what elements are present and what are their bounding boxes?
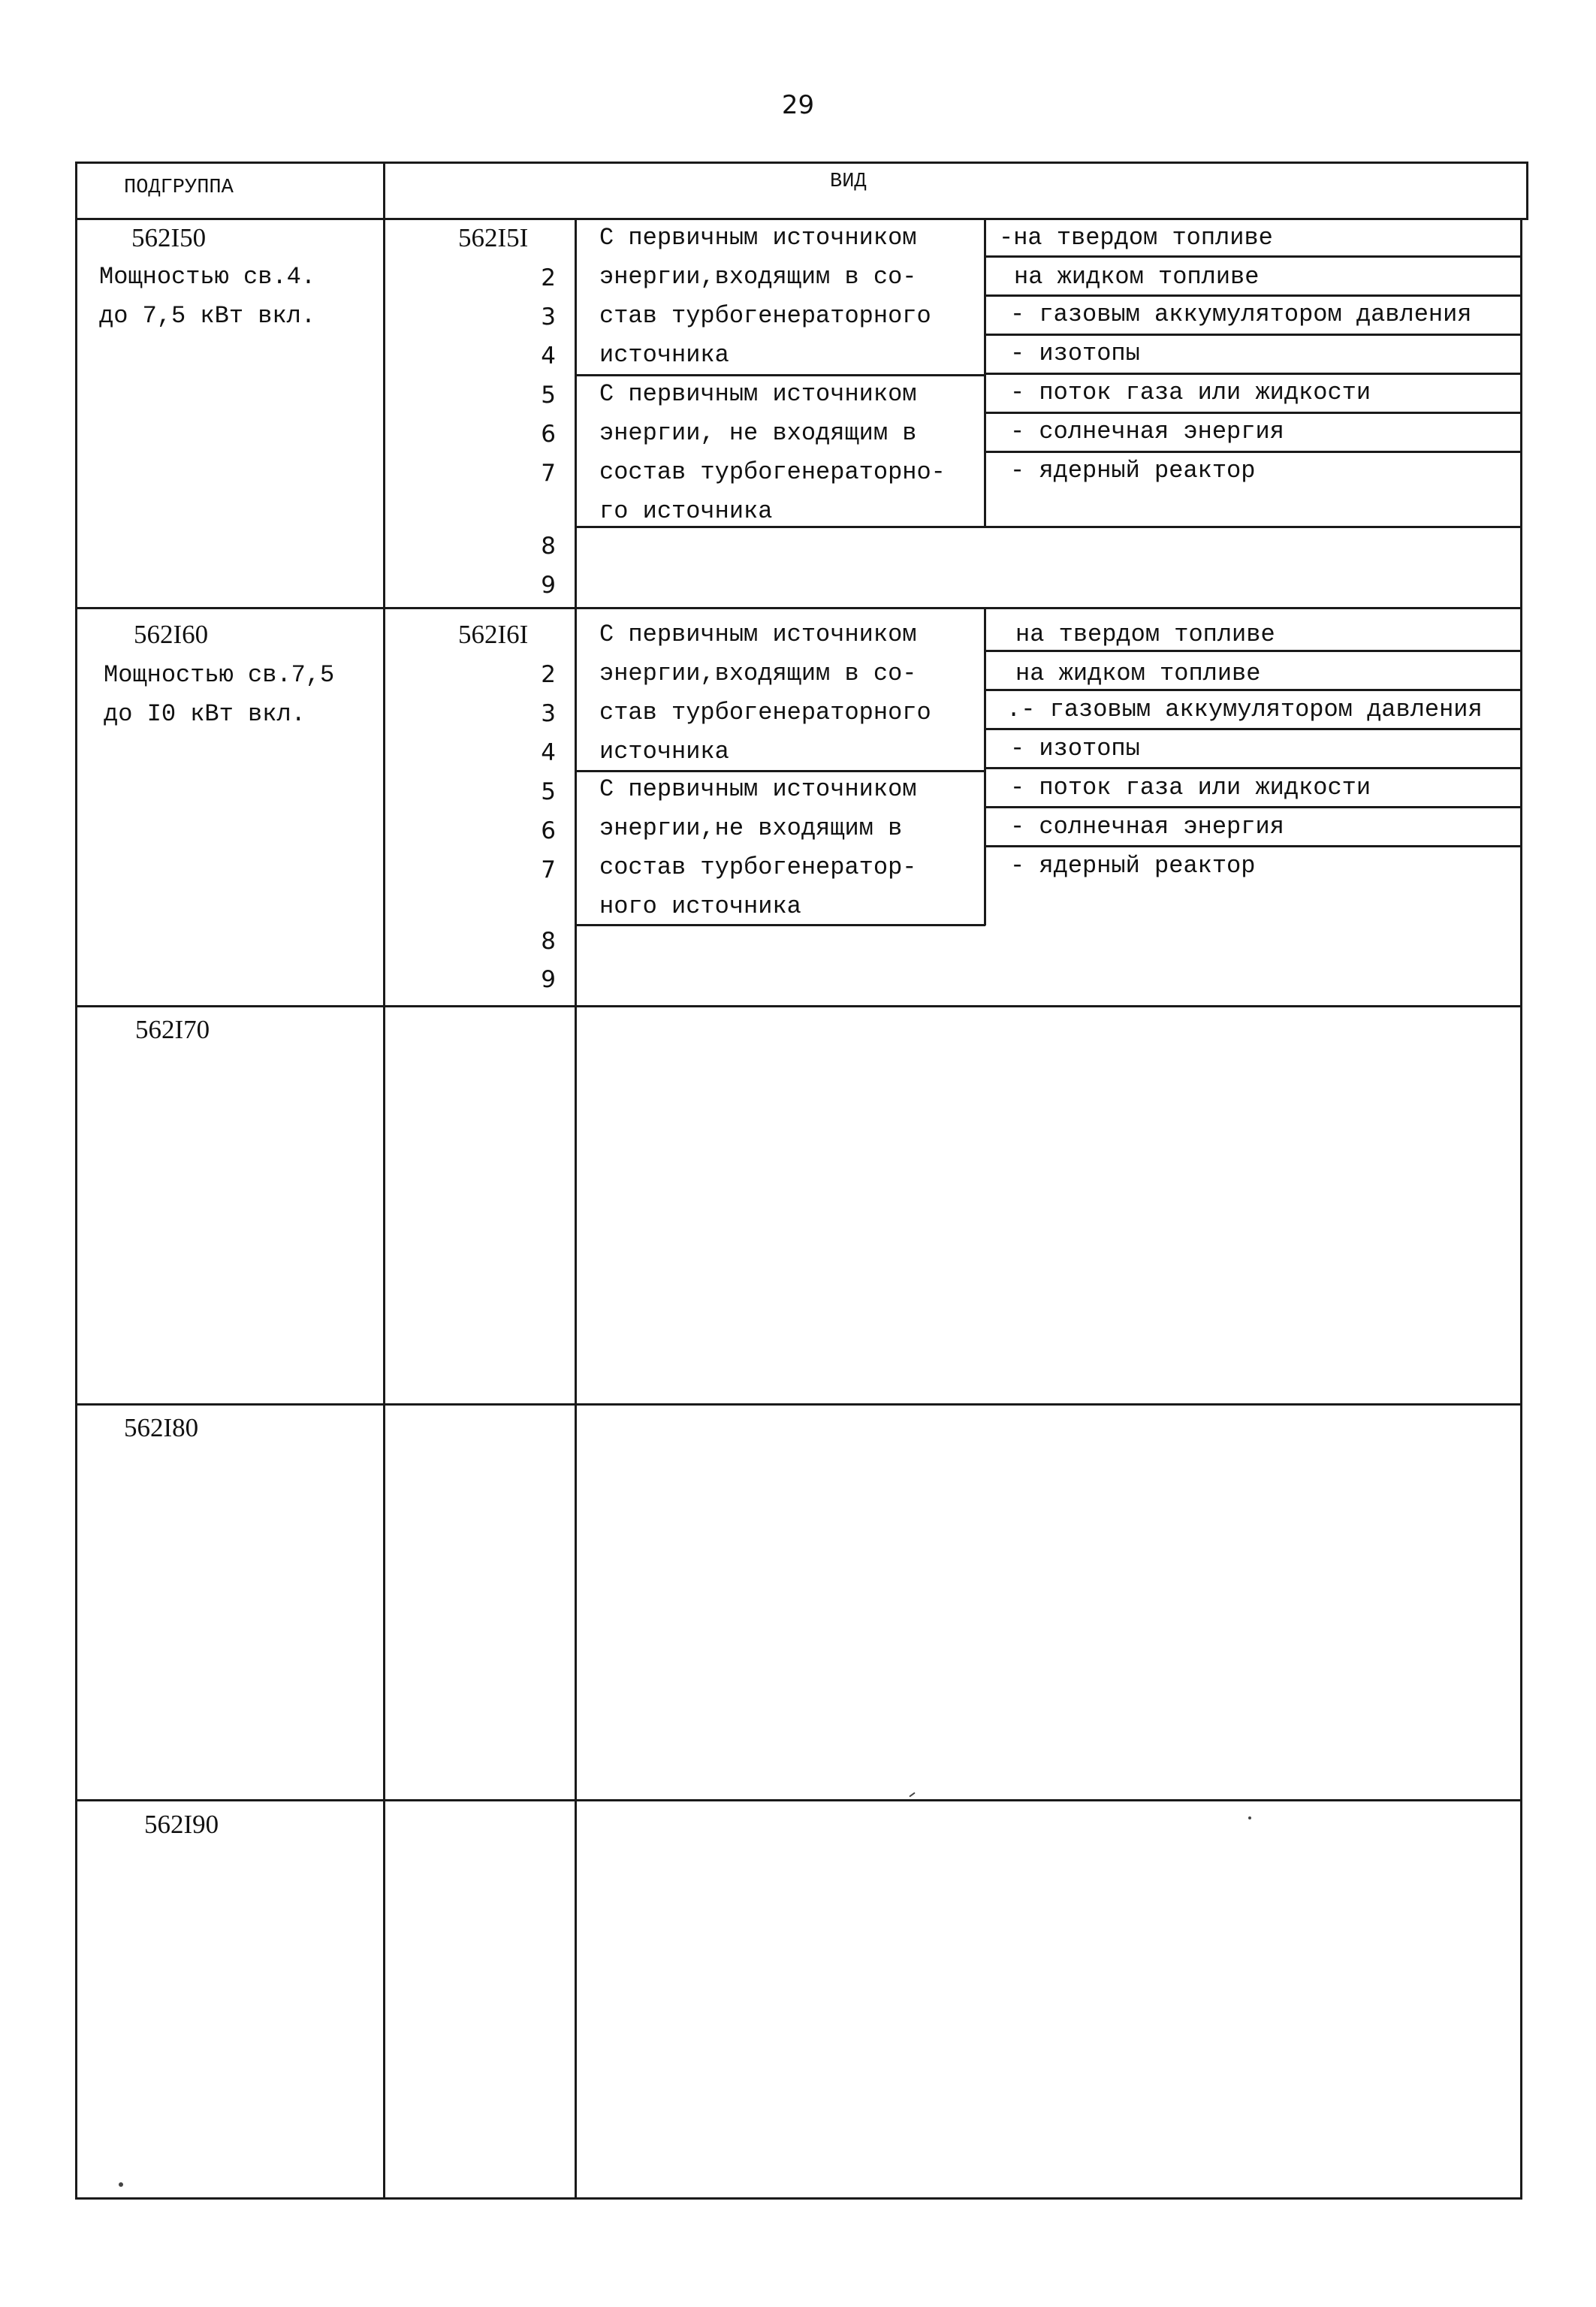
type-number: 4	[541, 343, 556, 370]
source-in-line: источника	[599, 341, 729, 369]
source-out-line: энергии,не входящим в	[599, 814, 903, 842]
kind-item: - солнечная энергия	[1010, 813, 1284, 841]
source-out-line: С первичным источником	[599, 380, 917, 408]
header-subgroup: ПОДГРУППА	[124, 177, 234, 199]
kind-item: -на твердом топливе	[999, 224, 1273, 252]
type-number: 2	[541, 661, 556, 688]
source-in-line: став турбогенераторного	[599, 302, 931, 330]
group-code: 562I50	[131, 223, 207, 252]
source-in-line: энергии,входящим в со-	[599, 660, 917, 687]
type-number: 3	[541, 303, 556, 331]
type-number: 9	[541, 572, 556, 599]
empty-group-code: 562I80	[124, 1413, 199, 1442]
source-out-line: энергии, не входящим в	[599, 419, 917, 447]
type-number: 2	[541, 264, 556, 291]
type-number: 9	[541, 966, 556, 993]
source-out-line: го источника	[599, 497, 773, 525]
type-code: 562I6I	[458, 620, 529, 649]
type-number: 8	[541, 928, 556, 955]
kind-item: - солнечная энергия	[1010, 418, 1284, 445]
source-out-line: ного источника	[599, 892, 801, 920]
kind-item: .- газовым аккумулятором давления	[1006, 696, 1483, 723]
kind-item: - изотопы	[1010, 735, 1140, 762]
type-number: 6	[541, 421, 556, 448]
type-number: 4	[541, 739, 556, 766]
type-number: 3	[541, 700, 556, 727]
type-number: 5	[541, 382, 556, 409]
source-in-line: став турбогенераторного	[599, 699, 931, 726]
type-number: 5	[541, 778, 556, 805]
kind-item: - ядерный реактор	[1010, 457, 1256, 485]
scan-mark	[1248, 1816, 1251, 1819]
source-in-line: источника	[599, 738, 729, 765]
group-desc-line: до I0 кВт вкл.	[104, 700, 306, 728]
header-type: ВИД	[830, 171, 867, 193]
source-in-line: энергии,входящим в со-	[599, 263, 917, 291]
source-in-line: С первичным источником	[599, 621, 917, 648]
scan-mark	[909, 1792, 916, 1798]
source-out-line: состав турбогенератор-	[599, 853, 917, 881]
scan-mark	[119, 2182, 123, 2187]
type-number: 6	[541, 817, 556, 844]
page-number: 29	[781, 90, 815, 120]
source-out-line: состав турбогенераторно-	[599, 458, 946, 486]
type-number: 8	[541, 533, 556, 560]
kind-item: на твердом топливе	[1015, 621, 1275, 648]
type-number: 7	[541, 856, 556, 883]
type-code: 562I5I	[458, 223, 529, 252]
group-desc-line: Мощностью св.4.	[99, 263, 316, 291]
kind-item: - ядерный реактор	[1010, 852, 1256, 880]
source-out-line: С первичным источником	[599, 775, 917, 803]
source-in-line: С первичным источником	[599, 224, 917, 252]
group-desc-line: Мощностью св.7,5	[104, 661, 335, 689]
kind-item: - поток газа или жидкости	[1010, 379, 1371, 406]
kind-item: на жидком топливе	[1015, 660, 1261, 687]
empty-group-code: 562I90	[144, 1810, 219, 1839]
kind-item: - изотопы	[1010, 340, 1140, 367]
kind-item: - поток газа или жидкости	[1010, 774, 1371, 802]
type-number: 7	[541, 460, 556, 487]
empty-group-code: 562I70	[135, 1015, 210, 1044]
kind-item: на жидком топливе	[1014, 263, 1260, 291]
group-code: 562I60	[134, 620, 209, 649]
kind-item: - газовым аккумулятором давления	[1010, 300, 1472, 328]
group-desc-line: до 7,5 кВт вкл.	[99, 302, 316, 330]
